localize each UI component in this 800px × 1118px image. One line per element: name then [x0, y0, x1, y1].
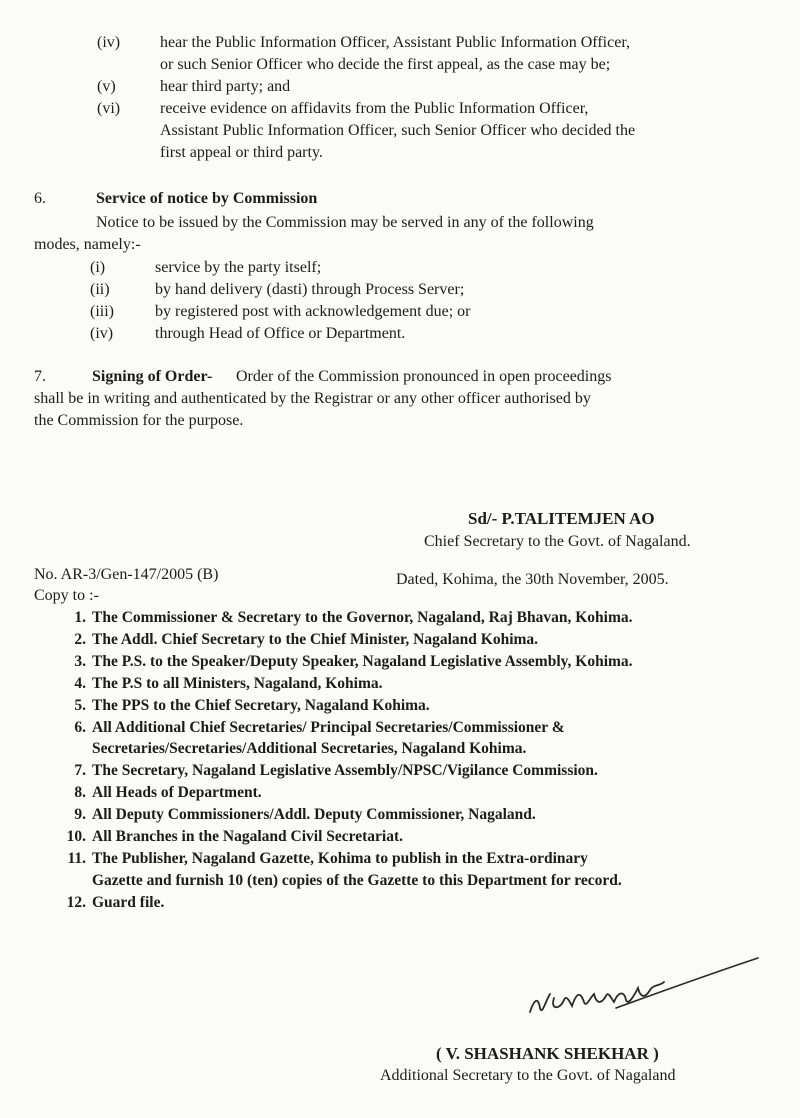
- section-6-item-text: through Head of Office or Department.: [155, 325, 406, 342]
- clause5-item-vi-line1: receive evidence on affidavits from the Public Information Officer,: [160, 100, 589, 117]
- section-7-line1: Order of the Commission pronounced in open proceedings: [236, 368, 612, 385]
- section-6-number: 6.: [34, 190, 46, 207]
- clause5-item-v-num: (v): [97, 78, 116, 95]
- signatory-2-name: ( V. SHASHANK SHEKHAR ): [436, 1044, 659, 1063]
- section-6-item-text: service by the party itself;: [155, 259, 322, 276]
- list-item: 2. The Addl. Chief Secretary to the Chief Minister, Nagaland Kohima.: [74, 631, 539, 648]
- section-6-item-num: (iv): [90, 325, 114, 342]
- list-item: 7. The Secretary, Nagaland Legislative Assembly/NPSC/Vigilance Commission.: [74, 762, 598, 779]
- list-item: 6. All Additional Chief Secretaries/ Principal Secretaries/Commissioner &: [74, 719, 565, 736]
- clause5-item-iv-line1: hear the Public Information Officer, Assistant Public Information Officer,: [160, 34, 631, 51]
- clause5-item-vi-num: (vi): [97, 100, 121, 117]
- section-7-line3: the Commission for the purpose.: [34, 412, 244, 429]
- list-item: 8. All Heads of Department.: [74, 784, 262, 801]
- clause5-item-vi-line2: Assistant Public Information Officer, such Senior Officer who decided the: [160, 122, 636, 139]
- clause5-item-iv-num: (iv): [97, 34, 121, 51]
- clause5-item-v-line1: hear third party; and: [160, 78, 291, 95]
- list-item: 10. All Branches in the Nagaland Civil Secretariat.: [66, 828, 403, 845]
- list-item: 12. Guard file.: [66, 894, 165, 911]
- section-6-item-text: by registered post with acknowledgement due; or: [155, 303, 471, 320]
- section-7-number: 7.: [34, 368, 46, 385]
- list-item: 9. All Deputy Commissioners/Addl. Deputy Commissioner, Nagaland.: [74, 806, 536, 823]
- handwritten-signature: [520, 950, 760, 1030]
- section-7-heading: Signing of Order-: [92, 368, 213, 385]
- list-item: 4. The P.S to all Ministers, Nagaland, Kohima.: [74, 675, 383, 692]
- list-item-continuation: Gazette and furnish 10 (ten) copies of the Gazette to this Department for record.: [92, 872, 622, 889]
- section-6-item-num: (i): [90, 259, 106, 276]
- section-6-heading: Service of notice by Commission: [96, 190, 318, 207]
- section-6-item-text: by hand delivery (dasti) through Process Server;: [155, 281, 465, 298]
- list-item: 1. The Commissioner & Secretary to the Governor, Nagaland, Raj Bhavan, Kohima.: [74, 609, 633, 626]
- section-6-item-num: (ii): [90, 281, 110, 298]
- section-7-line2: shall be in writing and authenticated by the Registrar or any other officer authorised by: [34, 390, 591, 407]
- reference-number: No. AR-3/Gen-147/2005 (B): [34, 566, 219, 583]
- clause5-item-vi-line3: first appeal or third party.: [160, 144, 323, 161]
- copy-to-label: Copy to :-: [34, 587, 99, 604]
- section-6-intro-line1: Notice to be issued by the Commission may be served in any of the following: [96, 214, 594, 231]
- section-6-item-num: (iii): [90, 303, 114, 320]
- list-item: 11. The Publisher, Nagaland Gazette, Kohima to publish in the Extra-ordinary: [67, 850, 588, 867]
- signatory-1-title: Chief Secretary to the Govt. of Nagaland.: [424, 533, 691, 550]
- list-item: 3. The P.S. to the Speaker/Deputy Speaker, Nagaland Legislative Assembly, Kohima.: [74, 653, 633, 670]
- clause5-item-iv-line2: or such Senior Officer who decide the first appeal, as the case may be;: [160, 56, 611, 73]
- list-item-continuation: Secretaries/Secretaries/Additional Secretaries, Nagaland Kohima.: [92, 740, 527, 757]
- reference-date: Dated, Kohima, the 30th November, 2005.: [396, 571, 669, 588]
- signatory-2-title: Additional Secretary to the Govt. of Nagaland: [380, 1067, 676, 1084]
- signatory-1-name: Sd/- P.TALITEMJEN AO: [468, 509, 655, 528]
- list-item: 5. The PPS to the Chief Secretary, Nagaland Kohima.: [74, 697, 430, 714]
- section-6-intro-line2: modes, namely:-: [34, 236, 141, 253]
